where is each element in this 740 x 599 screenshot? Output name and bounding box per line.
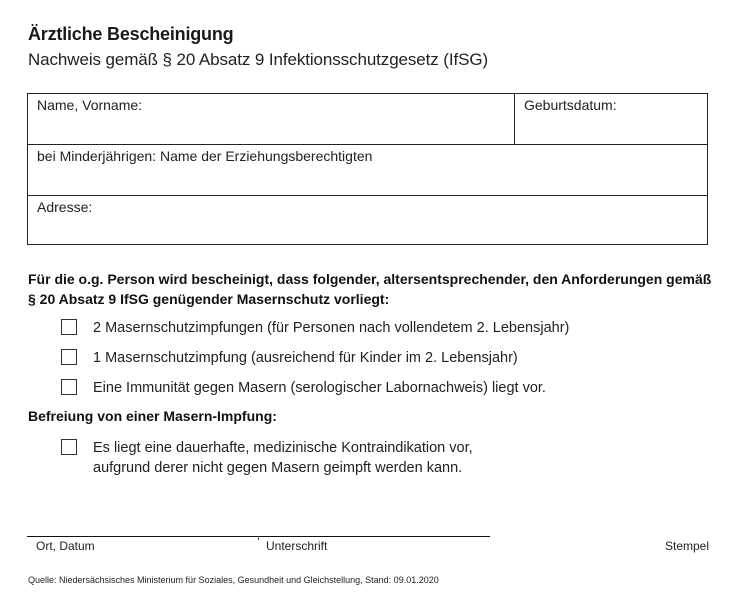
guardian-field[interactable]: [28, 145, 707, 196]
checkbox-immunity[interactable]: [61, 379, 77, 395]
stamp-label: Stempel: [665, 539, 710, 553]
address-label: Adresse:: [37, 199, 93, 215]
option-label: 2 Masernschutzimpfungen (für Personen nach vollendetem 2. Lebensjahr): [93, 320, 570, 336]
signature-label: Unterschrift: [266, 539, 328, 553]
source-note: Quelle: Niedersächsisches Ministerium für Soziales, Gesundheit und Gleichstellung, Stand: 09.01.2020: [28, 575, 439, 585]
birthdate-field[interactable]: [515, 94, 707, 144]
document-subtitle: Nachweis gemäß § 20 Absatz 9 Infektionsschutzgesetz (IfSG): [28, 50, 489, 69]
name-row: [28, 94, 707, 145]
option-label: [93, 438, 473, 478]
signature-divider: [258, 536, 259, 540]
checkbox-contraindication[interactable]: [61, 439, 77, 455]
option-label: Eine Immunität gegen Masern (serologischer Labornachweis) liegt vor.: [93, 380, 546, 396]
checkbox-one-vaccination[interactable]: [61, 349, 77, 365]
address-field[interactable]: [28, 196, 707, 245]
name-field[interactable]: [28, 94, 515, 144]
personal-data-form: [27, 93, 708, 245]
contraindication-line-2: aufgrund derer nicht gegen Masern geimpft werden kann.: [93, 460, 463, 476]
name-label: Name, Vorname:: [37, 97, 143, 113]
document-title: Ärztliche Bescheinigung: [28, 24, 234, 44]
option-immunity: [61, 378, 546, 398]
contraindication-line-1: Es liegt eine dauerhafte, medizinische Kontraindikation vor,: [93, 440, 473, 456]
exemption-title: Befreiung von einer Masern-Impfung:: [28, 408, 277, 424]
birthdate-label: Geburtsdatum:: [524, 97, 617, 113]
option-label: 1 Masernschutzimpfung (ausreichend für Kinder im 2. Lebensjahr): [93, 350, 518, 366]
guardian-label: bei Minderjährigen: Name der Erziehungsberechtigten: [37, 148, 373, 164]
certification-intro: Für die o.g. Person wird bescheinigt, dass folgender, altersentsprechender, den Anforderungen gemäß § 20 Absatz 9 IfSG genügender Masernschutz vorliegt:: [28, 271, 712, 307]
place-date-label: Ort, Datum: [36, 539, 95, 553]
option-contraindication: [61, 438, 473, 478]
checkbox-two-vaccinations[interactable]: [61, 319, 77, 335]
option-two-vaccinations: [61, 318, 569, 338]
option-one-vaccination: [61, 348, 518, 368]
